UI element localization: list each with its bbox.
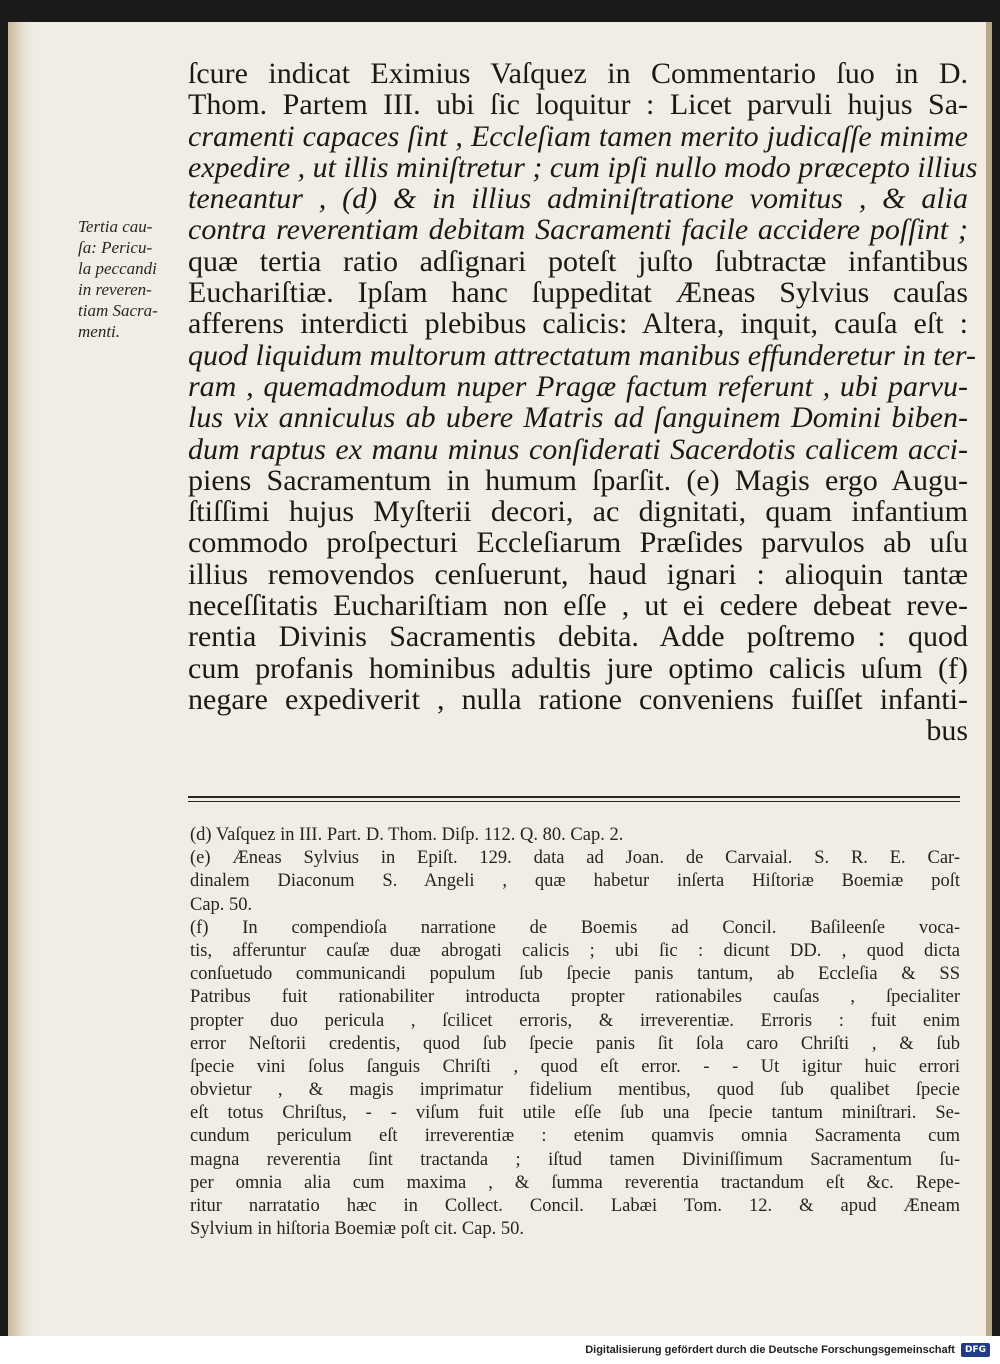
body-text-line: bus [926, 714, 968, 748]
page-gutter [8, 22, 34, 1336]
dfg-logo-icon: DFG [961, 1343, 990, 1357]
book-page [8, 22, 992, 1336]
main-body-text [188, 57, 978, 748]
body-text-line: ſtiſſimi hujus Myſterii decori, ac dignitati, quam infantium [188, 495, 968, 529]
footnote-line: obvietur , & magis imprimatur fidelium mentibus, quod ſub qualibet ſpecie [190, 1080, 960, 1101]
body-text-line: ſcure indicat Eximius Vaſquez in Commentario ſuo in D. [188, 57, 968, 90]
footnote-line: Patribus fuit rationabiliter introducta propter rationabiles cauſas , ſpecialiter [190, 987, 960, 1008]
body-text-line: commodo proſpecturi Eccleſiarum Præſides parvulos ab uſu [188, 526, 968, 560]
footnote-line: (f) In compendioſa narratione de Boemis ad Concil. Baſileenſe voca- [190, 917, 960, 938]
footnote-line: conſuetudo communicandi populum ſub ſpecie panis tantum, ab Eccleſia & SS [190, 964, 960, 985]
body-text-line: piens Sacramentum in humum ſparſit. (e) Magis ergo Augu- [188, 463, 968, 497]
body-text-line: contra reverentiam debitam Sacramenti facile accidere poſſint ; [188, 213, 968, 247]
body-text-line: quæ tertia ratio adſignari poteſt juſto ſubtractæ infantibus [188, 244, 968, 278]
digitization-footer [0, 1336, 1000, 1364]
footnote-line: error Neſtorii credentis, quod ſub ſpecie panis ſit ſola caro Chriſti , & ſub [190, 1033, 960, 1054]
footnote-line: cundum periculum eſt irreverentiæ : etenim quamvis omnia Sacramenta cum [190, 1126, 960, 1147]
marginal-note-line: tiam Sacra- [78, 301, 158, 320]
body-text-line: ram , quemadmodum nuper Pragæ factum referunt , ubi parvu- [188, 369, 968, 403]
body-text-line: lus vix anniculus ab ubere Matris ad ſanguinem Domini biben- [188, 401, 968, 435]
marginal-note-line: Tertia cau- [78, 217, 153, 236]
body-text-line: teneantur , (d) & in illius adminiſtratione vomitus , & alia [188, 182, 968, 216]
footnote-line: (d) Vaſquez in III. Part. D. Thom. Diſp. 112. Q. 80. Cap. 2. [190, 825, 624, 845]
footnote-line: dinalem Diaconum S. Angeli , quæ habetur inſerta Hiſtoriæ Boemiæ poſt [190, 871, 960, 892]
footnote-line: Sylvium in hiſtoria Boemiæ poſt cit. Cap. 50. [190, 1219, 525, 1240]
body-text-line: Euchariſtiæ. Ipſam hanc ſuppeditat Æneas Sylvius cauſas [188, 276, 968, 310]
body-text-line: cramenti capaces ſint , Eccleſiam tamen merito judicaſſe minime [188, 119, 968, 153]
marginal-note-line: la peccandi [78, 259, 157, 278]
body-text-line: rentia Divinis Sacramentis debita. Adde poſtremo : quod [188, 620, 968, 654]
marginal-note-line: in reveren- [78, 280, 152, 299]
footnote-line: propter duo pericula , ſcilicet erroris, & irreverentiæ. Erroris : fuit enim [190, 1010, 960, 1031]
body-text-line: cum profanis hominibus adultis jure optimo calicis uſum (f) [188, 651, 968, 685]
body-text-line: expedire , ut illis miniſtretur ; cum ipſi nullo modo præcepto illius [188, 150, 978, 184]
footnotes-block [190, 824, 960, 1241]
body-text-line: quod liquidum multorum attrectatum manibus effunderetur in ter- [188, 338, 976, 372]
marginal-note-line: menti. [78, 322, 121, 341]
footnote-separator-rule [188, 796, 960, 802]
footer-credit-text: Digitalisierung gefördert durch die Deutsche Forschungsgemeinschaft [585, 1344, 955, 1356]
marginal-note [78, 216, 188, 342]
body-text-line: neceſſitatis Euchariſtiam non eſſe , ut ei cedere debeat reve- [188, 589, 968, 623]
body-text-line: afferens interdicti plebibus calicis: Altera, inquit, cauſa eſt : [188, 307, 968, 341]
body-text-line: Thom. Partem III. ubi ſic loquitur : Licet parvuli hujus Sa- [188, 88, 968, 122]
footnote-line: magna reverentia ſint tractanda ; iſtud tamen Diviniſſimum Sacramentum ſu- [190, 1149, 960, 1170]
footnote-line: ſpecie vini ſolus ſanguis Chriſti , quod eſt error. - - Ut igitur huic errori [190, 1056, 960, 1077]
marginal-note-line: ſa: Pericu- [78, 238, 153, 257]
footnote-line: tis, afferuntur cauſæ duæ abrogati calicis ; ubi ſic : dicunt DD. , quod dicta [190, 940, 960, 961]
footnote-line: per omnia alia cum maxima , & ſumma reverentia tractandum eſt &c. Repe- [190, 1172, 960, 1193]
body-text-line: dum raptus ex manu minus conſiderati Sacerdotis calicem acci- [188, 432, 968, 466]
body-text-line: negare expediverit , nulla ratione conveniens fuiſſet infanti- [188, 682, 968, 716]
body-text-line: illius removendos cenſuerunt, haud ignari : alioquin tantæ [188, 557, 968, 591]
footnote-line: eſt totus Chriſtus, - - viſum fuit utile eſſe ſub una ſpecie tantum miniſtrari. Se- [190, 1103, 960, 1124]
footnote-line: Cap. 50. [190, 894, 253, 915]
footnote-line: ritur narratatio hæc in Collect. Concil. Labæi Tom. 12. & apud Æneam [190, 1196, 960, 1216]
footnote-line: (e) Æneas Sylvius in Epiſt. 129. data ad Joan. de Carvaial. S. R. E. Car- [190, 848, 960, 869]
